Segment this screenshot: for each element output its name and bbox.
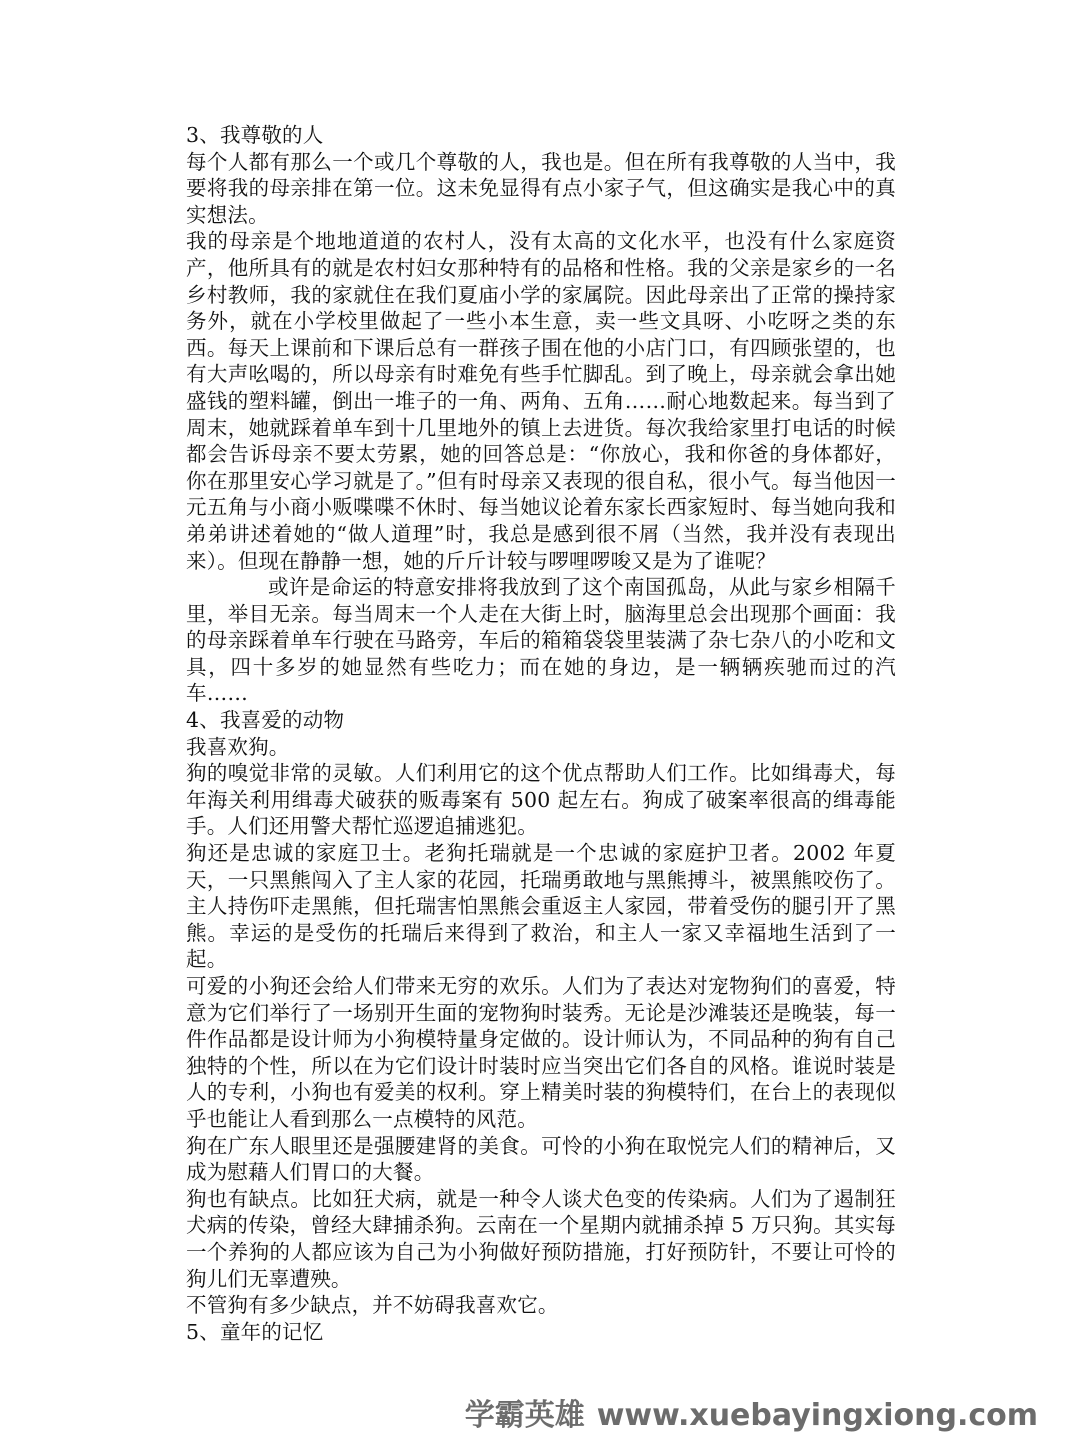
paragraph: 或许是命运的特意安排将我放到了这个南国孤岛，从此与家乡相隔千里，举目无亲。每当周末一个人走在大街上时，脑海里总会出现那个画面：我的母亲踩着单车行驶在马路旁，车后的箱箱袋袋里装满了杂七杂八的小吃和文具，四十多岁的她显然有些吃力；而在她的身边，是一辆辆疾驰而过的汽车…… <box>186 575 896 706</box>
paragraph: 每个人都有那么一个或几个尊敬的人，我也是。但在所有我尊敬的人当中，我要将我的母亲排在第一位。这未免显得有点小家子气，但这确实是我心中的真实想法。 <box>186 149 896 227</box>
watermark <box>465 1390 1038 1434</box>
document-body <box>186 122 896 1345</box>
section-heading: 5、童年的记忆 <box>186 1319 324 1344</box>
watermark-brand: 学霸英雄 <box>464 1398 585 1433</box>
paragraph: 不管狗有多少缺点，并不妨碍我喜欢它。 <box>186 1293 559 1318</box>
paragraph: 可爱的小狗还会给人们带来无穷的欢乐。人们为了表达对宠物狗们的喜爱，特意为它们举行了一场别开生面的宠物狗时装秀。无论是沙滩装还是晚装，每一件作品都是设计师为小狗模特量身定做的。设计师认为，不同品种的狗有自己独特的个性，所以在为它们设计时装时应当突出它们各自的风格。谁说时装是人的专利，小狗也有爱美的权利。穿上精美时装的狗模特们，在台上的表现似乎也能让人看到那么一点模特的风范。 <box>186 974 896 1131</box>
paragraph: 狗也有缺点。比如狂犬病，就是一种令人谈犬色变的传染病。人们为了遏制狂犬病的传染，曾经大肆捕杀狗。云南在一个星期内就捕杀掉 5 万只狗。其实每一个养狗的人都应该为自己为小狗做好预防措施，打好预防针，不要让可怜的狗儿们无辜遭殃。 <box>186 1186 896 1291</box>
paragraph: 狗在广东人眼里还是强腰建肾的美食。可怜的小狗在取悦完人们的精神后，又成为慰藉人们胃口的大餐。 <box>186 1133 896 1185</box>
paragraph: 我喜欢狗。 <box>186 734 290 759</box>
paragraph: 狗的嗅觉非常的灵敏。人们利用它的这个优点帮助人们工作。比如缉毒犬，每年海关利用缉毒犬破获的贩毒案有 500 起左右。狗成了破案率很高的缉毒能手。人们还用警犬帮忙巡逻追捕逃犯。 <box>186 761 896 839</box>
section-heading: 3、我尊敬的人 <box>186 123 324 147</box>
paragraph: 狗还是忠诚的家庭卫士。老狗托瑞就是一个忠诚的家庭护卫者。2002 年夏天，一只黑熊闯入了主人家的花园，托瑞勇敢地与黑熊搏斗，被黑熊咬伤了。主人持伤吓走黑熊，但托瑞害怕黑熊会重返主人家园，带着受伤的腿引开了黑熊。幸运的是受伤的托瑞后来得到了救治，和主人一家又幸福地生活到了一起。 <box>186 841 896 972</box>
section-heading: 4、我喜爱的动物 <box>186 708 345 733</box>
paragraph: 我的母亲是个地地道道的农村人，没有太高的文化水平，也没有什么家庭资产，他所具有的就是农村妇女那种特有的品格和性格。我的父亲是家乡的一名乡村教师，我的家就住在我们夏庙小学的家属院。因此母亲出了正常的操持家务外，就在小学校里做起了一些小本生意，卖一些文具呀、小吃呀之类的东西。每天上课前和下课后总有一群孩子围在他的小店门口，有四顾张望的，也有大声吆喝的，所以母亲有时难免有些手忙脚乱。到了晚上，母亲就会拿出她盛钱的塑料罐，倒出一堆子的一角、两角、五角……耐心地数起来。每当到了周末，她就踩着单车到十几里地外的镇上去进货。每次我给家里打电话的时候都会告诉母亲不要太劳累，她的回答总是：“你放心，我和你爸的身体都好，你在那里安心学习就是了。”但有时母亲又表现的很自私，很小气。每当他因一元五角与小商小贩喋喋不休时、每当她议论着东家长西家短时、每当她向我和弟弟讲述着她的“做人道理”时，我总是感到很不屑（当然，我并没有表现出来）。但现在静静一想，她的斤斤计较与啰哩啰唆又是为了谁呢？ <box>186 229 896 573</box>
watermark-url: www.xuebayingxiong.com <box>596 1398 1038 1433</box>
